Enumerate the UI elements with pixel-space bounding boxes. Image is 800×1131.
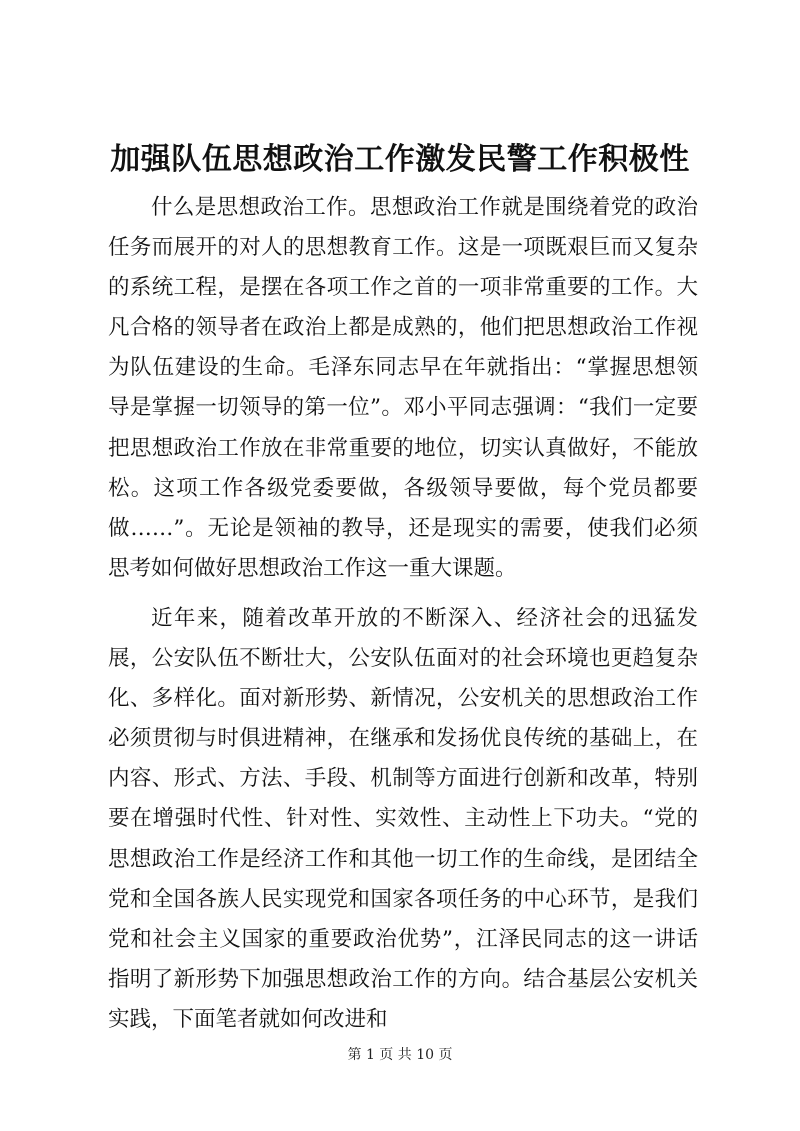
paragraph-1: 什么是思想政治工作。思想政治工作就是围绕着党的政治任务而展开的对人的思想教育工作。这是一项既艰巨而又复杂的系统工程，是摆在各项工作之首的一项非常重要的工作。大凡合格的领导者在政治上都是成熟的，他们把思想政治工作视为队伍建设的生命。毛泽东同志早在年就指出：“掌握思想领导是掌握一切领导的第一位”。邓小平同志强调：“我们一定要把思想政治工作放在非常重要的地位，切实认真做好，不能放松。这项工作各级党委要做，各级领导要做，每个党员都要做……”。无论是领袖的教导，还是现实的需要，使我们必须思考如何做好思想政治工作这一重大课题。 — [108, 195, 698, 581]
page-footer: 第 1 页 共 10 页 — [347, 1047, 453, 1063]
document-title: 加强队伍思想政治工作激发民警工作积极性 — [110, 142, 690, 177]
document-body — [108, 188, 698, 1040]
paragraph-2: 近年来，随着改革开放的不断深入、经济社会的迅猛发展，公安队伍不断壮大，公安队伍面对的社会环境也更趋复杂化、多样化。面对新形势、新情况，公安机关的思想政治工作必须贯彻与时俱进精神，在继承和发扬优良传统的基础上，在内容、形式、方法、手段、机制等方面进行创新和改革，特别要在增强时代性、针对性、实效性、主动性上下功夫。“党的思想政治工作是经济工作和其他一切工作的生命线，是团结全党和全国各族人民实现党和国家各项任务的中心环节，是我们党和社会主义国家的重要政治优势”，江泽民同志的这一讲话指明了新形势下加强思想政治工作的方向。结合基层公安机关实践，下面笔者就如何改进和 — [108, 605, 698, 1032]
